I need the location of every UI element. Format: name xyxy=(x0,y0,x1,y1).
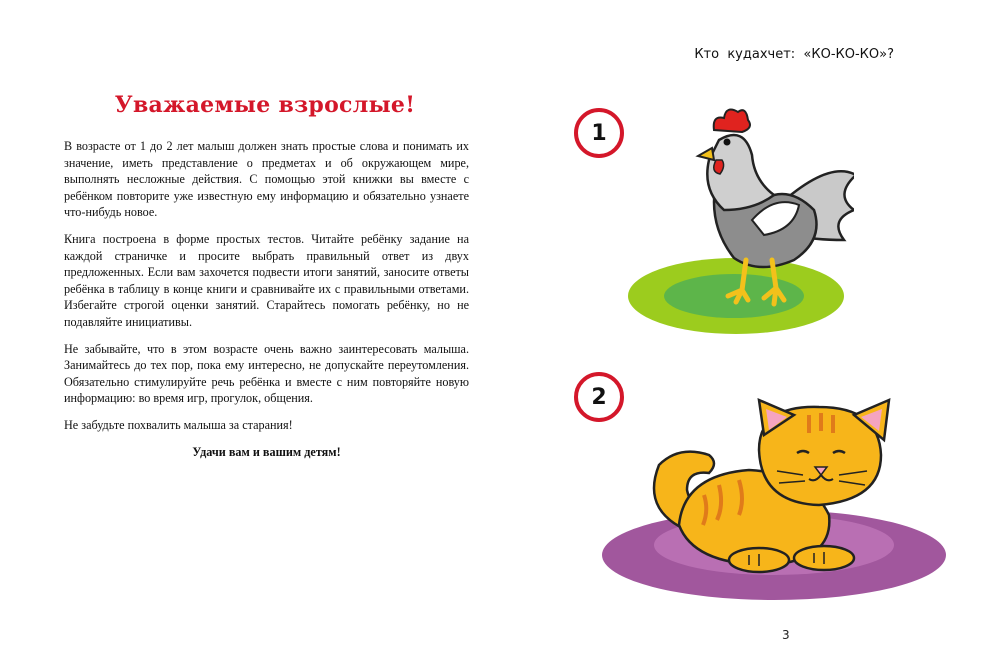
paragraph-2: Книга построена в форме простых тестов. Читайте ребёнку задание на каждой страничке и просите выбрать правильный ответ из двух предложенных. Если вам захочется подвести итоги занятий, заносите ответы ребёнка в таблицу в конце книги и сравнивайте их с правильными ответами. Избегайте строгой оценки занятий. Старайтесь помогать ребёнку, но не подавляйте инициативы. xyxy=(64,231,469,329)
cat-illustration[interactable] xyxy=(599,395,959,615)
paragraph-1: В возрасте от 1 до 2 лет малыш должен знать простые слова и понимать их значение, иметь представление о предметах и об окружающем мире, выполнять несложные действия. С помощью этой книжки вы вместе с ребёнком повторите уже известную ему информацию и обязательно узнаете что-нибудь новое. xyxy=(64,139,469,220)
closing-line: Удачи вам и вашим детям! xyxy=(192,444,341,459)
question-header: Кто кудахчет: «КО-КО-КО»? xyxy=(694,47,894,62)
option-1-badge[interactable] xyxy=(574,108,624,158)
intro-text xyxy=(64,138,469,470)
paragraph-4: Не забудьте похвалить малыша за старания! xyxy=(64,417,293,432)
option-2-number: 2 xyxy=(591,384,607,410)
hen-illustration[interactable] xyxy=(624,100,854,340)
page-number: 3 xyxy=(782,628,790,642)
page-heading: Уважаемые взрослые! xyxy=(114,92,416,118)
paragraph-3: Не забывайте, что в этом возрасте очень важно заинтересовать малыша. Занимайтесь до тех пор, пока ему интересно, не допускайте переутомления. Обязательно стимулируйте речь ребёнка и вместе с ним повторяйте новую информацию: во время игр, прогулок, общения. xyxy=(64,341,469,406)
right-page xyxy=(504,0,1008,672)
option-1-number: 1 xyxy=(591,120,607,146)
